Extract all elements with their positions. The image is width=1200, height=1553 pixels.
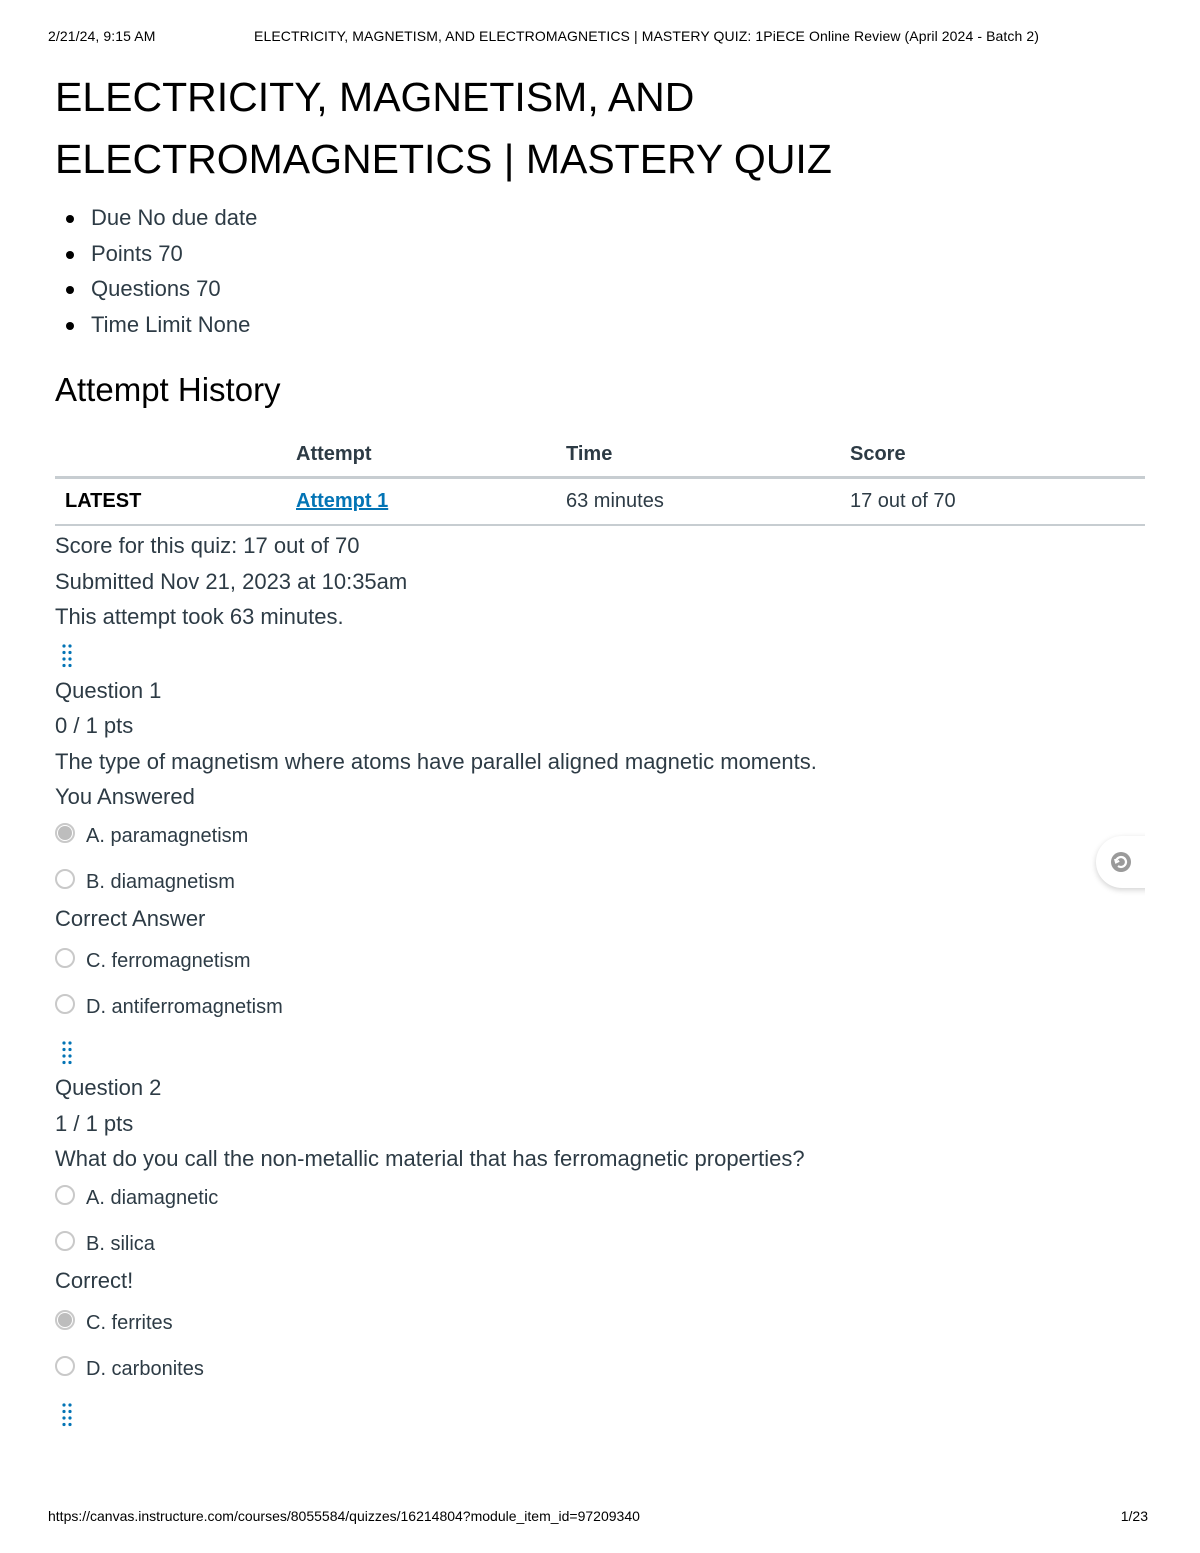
drag-handle-icon[interactable] xyxy=(61,1402,73,1428)
page-title xyxy=(55,66,1145,190)
page-edge xyxy=(1145,820,1200,910)
radio-selected-icon[interactable] xyxy=(55,1310,75,1330)
quiz-details xyxy=(55,200,1145,342)
answer-label: D. carbonites xyxy=(86,1358,204,1380)
radio-icon[interactable] xyxy=(55,869,75,889)
radio-icon[interactable] xyxy=(55,1231,75,1251)
answer-label: A. diamagnetic xyxy=(86,1186,219,1209)
attempt-score: 17 out of 70 xyxy=(850,478,1145,526)
quiz-summary xyxy=(55,528,1145,635)
answer-label: B. silica xyxy=(86,1232,155,1255)
question-2 xyxy=(55,1070,1145,1394)
answer-option[interactable] xyxy=(55,1302,1145,1348)
answer-option[interactable] xyxy=(55,1177,1145,1223)
answer-label: A. paramagnetism xyxy=(86,824,249,847)
table-row xyxy=(55,478,1145,526)
score-summary: Score for this quiz: 17 out of 70 xyxy=(55,533,360,558)
radio-icon[interactable] xyxy=(55,1356,75,1376)
attempt-1-link[interactable]: Attempt 1 xyxy=(296,490,389,512)
page-number: 1/23 xyxy=(1120,1508,1148,1524)
question-points: 0 / 1 pts xyxy=(55,713,134,738)
column-header-attempt: Attempt xyxy=(296,432,566,478)
question-1 xyxy=(55,673,1145,1033)
drag-handle-icon[interactable] xyxy=(61,1040,73,1066)
duration-summary: This attempt took 63 minutes. xyxy=(55,604,344,629)
question-points: 1 / 1 pts xyxy=(55,1110,134,1136)
question-title: Question 2 xyxy=(55,1075,162,1100)
column-header-tag xyxy=(55,432,296,478)
table-header-row xyxy=(55,432,1145,478)
quiz-content xyxy=(55,66,1145,1432)
submitted-summary: Submitted Nov 21, 2023 at 10:35am xyxy=(55,568,408,594)
answer-option[interactable] xyxy=(55,940,1145,986)
answer-label: B. diamagnetism xyxy=(86,870,235,893)
attempt-time: 63 minutes xyxy=(566,478,850,526)
correct-label: Correct! xyxy=(55,1267,134,1293)
answer-option[interactable] xyxy=(55,1348,1145,1394)
radio-selected-icon[interactable] xyxy=(55,823,75,843)
refresh-icon xyxy=(1110,851,1132,873)
drag-handle-icon[interactable] xyxy=(61,643,73,669)
question-title: Question 1 xyxy=(55,677,162,703)
correct-answer-label: Correct Answer xyxy=(55,905,206,931)
detail-time-limit: Time Limit None xyxy=(91,307,1145,343)
print-date: 2/21/24, 9:15 AM xyxy=(48,28,156,44)
you-answered-label: You Answered xyxy=(55,784,195,809)
radio-icon[interactable] xyxy=(55,994,75,1014)
answer-option[interactable] xyxy=(55,986,1145,1032)
answer-label: C. ferromagnetism xyxy=(86,950,251,972)
answer-option[interactable] xyxy=(55,861,1145,907)
detail-points: Points 70 xyxy=(91,236,1145,272)
page-title-line1: ELECTRICITY, MAGNETISM, AND xyxy=(55,74,695,120)
answer-option[interactable] xyxy=(55,815,1145,861)
column-header-time: Time xyxy=(566,432,850,478)
answer-label: D. antiferromagnetism xyxy=(86,996,283,1018)
latest-tag: LATEST xyxy=(55,478,296,526)
print-doc-title: ELECTRICITY, MAGNETISM, AND ELECTROMAGNETICS | MASTERY QUIZ: 1PiECE Online Review (April 2024 - Batch 2) xyxy=(254,28,1040,44)
radio-icon[interactable] xyxy=(55,1185,75,1205)
attempt-history-heading: Attempt History xyxy=(55,371,281,408)
attempt-history-table xyxy=(55,432,1145,526)
radio-icon[interactable] xyxy=(55,948,75,968)
answer-label: C. ferrites xyxy=(86,1312,173,1334)
detail-due: Due No due date xyxy=(91,200,1145,236)
print-url: https://canvas.instructure.com/courses/8055584/quizzes/16214804?module_item_id=97209340 xyxy=(48,1508,640,1524)
answer-option[interactable] xyxy=(55,1223,1145,1269)
question-text: What do you call the non-metallic material that has ferromagnetic properties? xyxy=(55,1146,805,1171)
page-title-line2: ELECTROMAGNETICS | MASTERY QUIZ xyxy=(55,136,832,182)
question-text: The type of magnetism where atoms have parallel aligned magnetic moments. xyxy=(55,748,817,774)
column-header-score: Score xyxy=(850,432,1145,478)
detail-questions: Questions 70 xyxy=(91,271,1145,307)
